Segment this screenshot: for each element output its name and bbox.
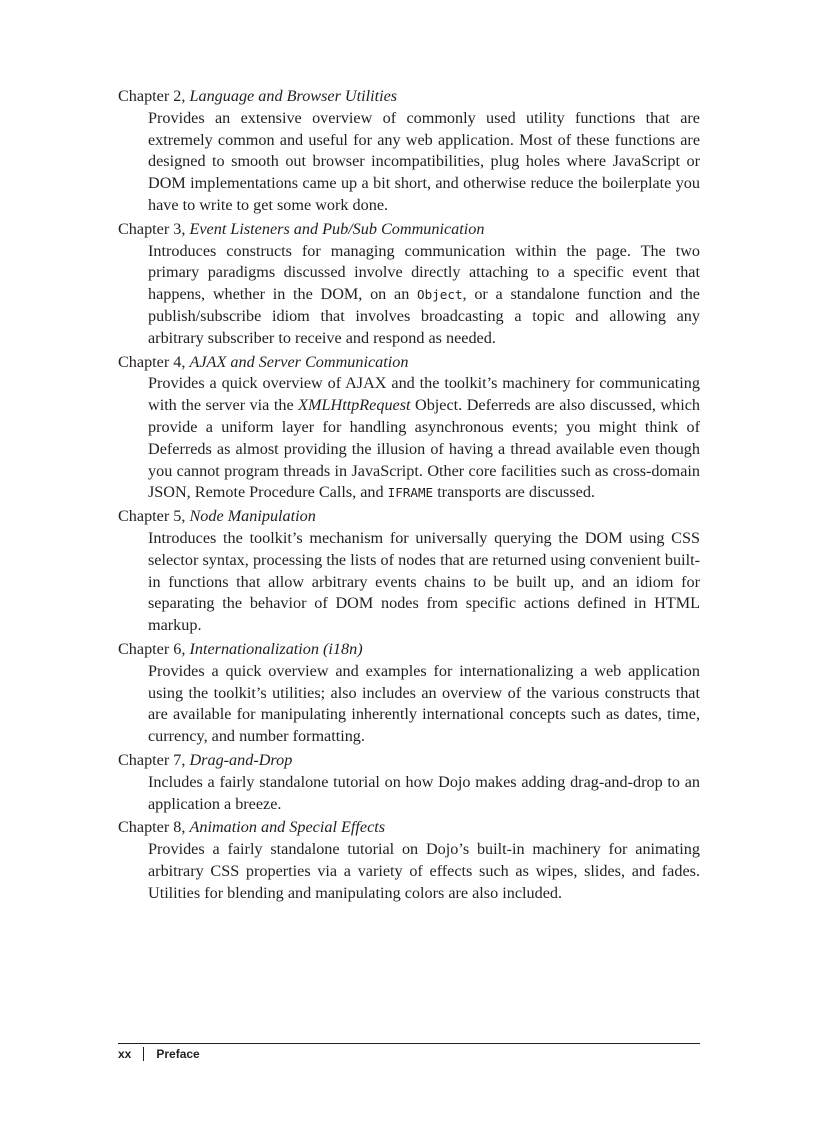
chapter-description [148,241,700,350]
chapter-prefix: Chapter 2, [118,87,186,105]
chapter-heading [118,817,700,839]
chapter-description [148,373,700,504]
chapter-heading [118,352,700,374]
description-text: , or a standalone function and the publish/subscribe idiom that involves broadcasting a topic and allowing any arbitrary subscriber to receive and respond as needed. [148,285,700,347]
chapter-description: Provides an extensive overview of commonly used utility functions that are extremely common and useful for any web application. Most of these functions are designed to smooth out browser incompatibilities, plug holes where JavaScript or DOM implementations came up a bit short, and otherwise reduce the boilerplate you have to write to get some work done. [148,108,700,214]
inline-code: Object [417,287,463,303]
chapter-title: Event Listeners and Pub/Sub Communication [189,219,485,238]
footer-separator [143,1047,144,1061]
chapter-heading [118,639,700,661]
chapter-heading [118,750,700,772]
emphasis-text: XMLHttpRequest [298,396,411,415]
chapter-title: Internationalization (i18n) [189,639,363,658]
page-number: xx [118,1047,132,1061]
chapter-title: Drag-and-Drop [189,750,293,769]
chapter-heading [118,506,700,528]
description-text: Object. Deferreds are also discussed, which provide a uniform layer for handling asynchronous events; you might think of Deferreds as almost providing the illusion of having a thread available even though you cannot program threads in JavaScript. Other core facilities such as cross-domain JSON, Remote Procedure Calls, and [148,396,700,502]
page-body [118,86,700,906]
chapter-description: Introduces the toolkit’s mechanism for universally querying the DOM using CSS selector syntax, processing the lists of nodes that are returned using convenient built-in functions that allow arbitrary events chains to be built up, and an idiom for separating the behavior of DOM nodes from specific actions defined in HTML markup. [148,528,700,635]
chapter-entry-8 [118,817,700,904]
chapter-title: Language and Browser Utilities [189,87,398,105]
chapter-prefix: Chapter 6, [118,639,186,658]
chapter-entry-5 [118,506,700,637]
page-footer [118,1047,200,1061]
chapter-prefix: Chapter 7, [118,750,186,769]
running-section-title: Preface [156,1047,200,1061]
chapter-entry-2 [118,86,700,217]
chapter-description: Includes a fairly standalone tutorial on how Dojo makes adding drag-and-drop to an application a breeze. [148,772,700,813]
chapter-entry-7 [118,750,700,815]
chapter-entry-3 [118,219,700,350]
chapter-description: Provides a fairly standalone tutorial on Dojo’s built-in machinery for animating arbitrary CSS properties via a variety of effects such as wipes, slides, and fades. Utilities for blending and manipulating colors are also included. [148,840,700,902]
chapter-heading [118,86,700,108]
description-text: Provides a quick overview of AJAX and the toolkit’s machinery for communicating with the server via the [148,374,700,415]
chapter-title: Node Manipulation [189,507,316,526]
chapter-title: AJAX and Server Communication [189,352,409,371]
chapter-entry-4 [118,352,700,505]
chapter-title: Animation and Special Effects [189,818,386,837]
chapter-prefix: Chapter 5, [118,507,186,526]
chapter-entry-6 [118,639,700,748]
chapter-prefix: Chapter 3, [118,219,186,238]
chapter-prefix: Chapter 8, [118,818,186,837]
inline-code: IFRAME [387,485,434,501]
footer-divider [118,1043,700,1044]
chapter-description: Provides a quick overview and examples for internationalizing a web application using the toolkit’s utilities; also includes an overview of the various constructs that are available for manipulating inherently international concepts such as dates, time, currency, and number formatting. [148,661,700,746]
chapter-heading [118,219,700,241]
description-text: Introduces constructs for managing communication within the page. The two primary paradigms discussed involve directly attaching to a specific event that happens, whether in the DOM, on an [148,241,700,304]
chapter-prefix: Chapter 4, [118,352,186,371]
description-text: transports are discussed. [433,483,595,502]
